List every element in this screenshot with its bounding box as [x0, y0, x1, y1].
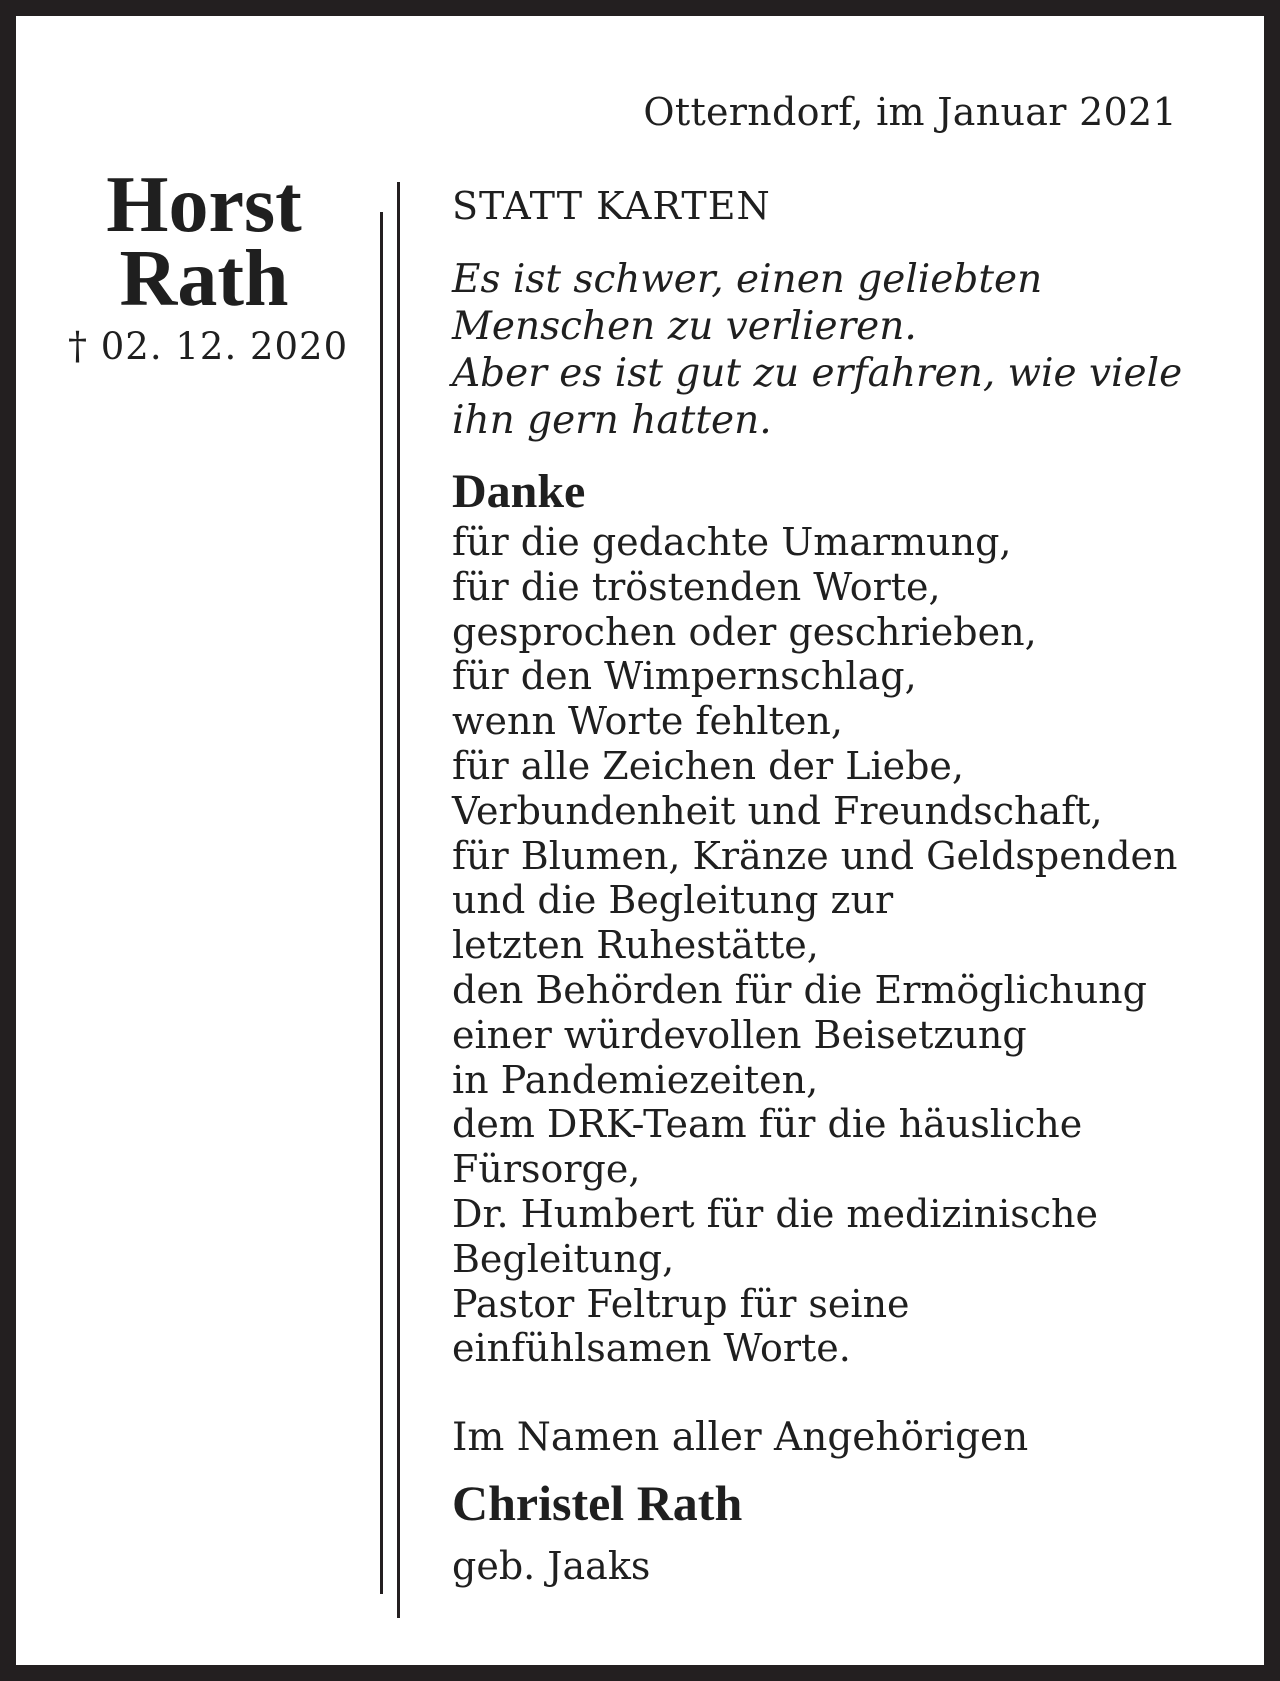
signature-birth-name: geb. Jaaks [452, 1544, 651, 1589]
deceased-first-name: Horst [106, 161, 302, 249]
thanks-line: in Pandemiezeiten, [452, 1057, 819, 1102]
signature-name: Christel Rath [452, 1475, 743, 1532]
thanks-line: für den Wimpernschlag, [452, 654, 917, 699]
deceased-last-name: Rath [119, 235, 289, 323]
divider-line-left [380, 212, 383, 1594]
death-date-line [68, 324, 349, 368]
thanks-line: für Blumen, Kränze und Geldspenden [452, 833, 1178, 878]
dagger-icon: † [68, 324, 88, 368]
quote [452, 256, 1232, 444]
thanks-line: Verbundenheit und Freundschaft, [452, 788, 1103, 833]
thanks-line: dem DRK-Team für die häusliche [452, 1102, 1083, 1147]
thanks-text [452, 520, 1232, 1371]
quote-line: Menschen zu verlieren. [452, 304, 917, 349]
thanks-line: Begleitung, [452, 1236, 675, 1281]
thanks-line: wenn Worte fehlten, [452, 699, 843, 744]
thanks-line: und die Begleitung zur [452, 878, 894, 923]
thanks-line: für alle Zeichen der Liebe, [452, 743, 964, 788]
deceased-block [68, 161, 349, 368]
thanks-line: den Behörden für die Ermöglichung [452, 967, 1147, 1012]
thanks-line: einfühlsamen Worte. [452, 1326, 851, 1371]
statt-karten: STATT KARTEN [452, 184, 771, 228]
thanks-line: Fürsorge, [452, 1147, 641, 1192]
quote-line: ihn gern hatten. [452, 398, 772, 443]
signature-intro: Im Namen aller Angehörigen [452, 1415, 1029, 1461]
quote-line: Aber es ist gut zu erfahren, wie viele [452, 351, 1183, 396]
thanks-line: letzten Ruhestätte, [452, 923, 819, 968]
thanks-line: für die gedachte Umarmung, [452, 520, 1012, 564]
thanks-line: Pastor Feltrup für seine [452, 1281, 910, 1326]
divider-line-right [397, 182, 400, 1618]
thanks-line: Dr. Humbert für die medizinische [452, 1191, 1098, 1236]
death-date: 02. 12. 2020 [100, 325, 349, 368]
notice-body [452, 184, 1232, 1588]
thanks-line: gesprochen oder geschrieben, [452, 609, 1037, 654]
thanks-line: für die tröstenden Worte, [452, 564, 941, 609]
thanks-line: einer würdevollen Beisetzung [452, 1012, 1027, 1057]
danke-heading: Danke [452, 465, 586, 518]
quote-line: Es ist schwer, einen geliebten [452, 257, 1043, 302]
place-date: Otterndorf, im Januar 2021 [643, 90, 1177, 134]
